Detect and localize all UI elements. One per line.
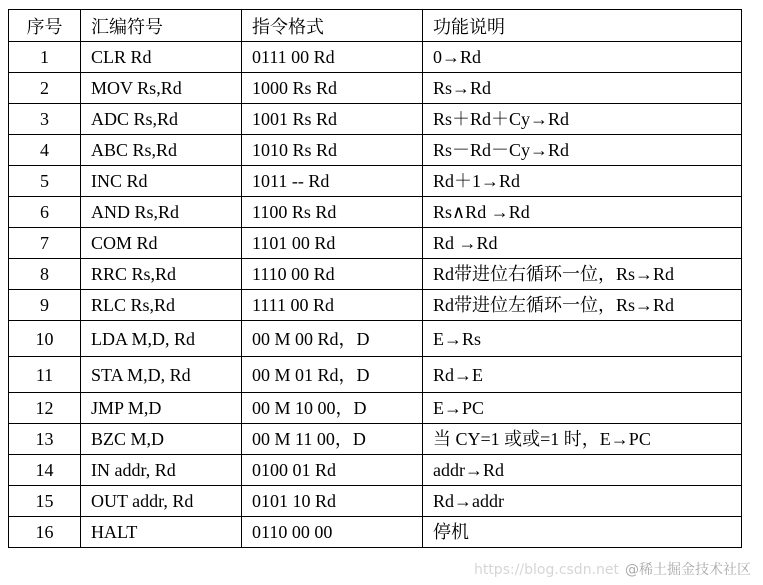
cell-function: Rs－Rd－Cy→Rd <box>423 135 742 166</box>
instruction-set-sheet <box>8 9 741 548</box>
header-function: 功能说明 <box>423 10 742 42</box>
cell-format: 1010 Rs Rd <box>242 135 423 166</box>
header-no: 序号 <box>9 10 81 42</box>
cell-function: Rd →Rd <box>423 228 742 259</box>
cell-function: 0→Rd <box>423 42 742 73</box>
cell-format: 00 M 01 Rd，D <box>242 357 423 393</box>
cell-function: Rs→Rd <box>423 73 742 104</box>
table-row <box>9 42 742 73</box>
cell-format: 1000 Rs Rd <box>242 73 423 104</box>
watermark <box>474 559 751 579</box>
cell-no: 10 <box>9 321 81 357</box>
cell-function: Rd带进位左循环一位，Rs→Rd <box>423 290 742 321</box>
cell-function: Rd→addr <box>423 486 742 517</box>
cell-asm: HALT <box>81 517 242 548</box>
cell-asm: JMP M,D <box>81 393 242 424</box>
table-row <box>9 424 742 455</box>
cell-function: Rs＋Rd＋Cy→Rd <box>423 104 742 135</box>
table-row <box>9 228 742 259</box>
cell-format: 0101 10 Rd <box>242 486 423 517</box>
cell-no: 5 <box>9 166 81 197</box>
cell-asm: IN addr, Rd <box>81 455 242 486</box>
cell-format: 00 M 11 00，D <box>242 424 423 455</box>
cell-format: 1001 Rs Rd <box>242 104 423 135</box>
cell-format: 1100 Rs Rd <box>242 197 423 228</box>
cell-format: 0100 01 Rd <box>242 455 423 486</box>
cell-format: 0110 00 00 <box>242 517 423 548</box>
cell-function: E→PC <box>423 393 742 424</box>
cell-function: Rd＋1→Rd <box>423 166 742 197</box>
table-row <box>9 73 742 104</box>
cell-function: Rs∧Rd →Rd <box>423 197 742 228</box>
table-row <box>9 135 742 166</box>
table-row <box>9 104 742 135</box>
instruction-table <box>8 9 742 548</box>
cell-asm: COM Rd <box>81 228 242 259</box>
cell-no: 9 <box>9 290 81 321</box>
cell-asm: INC Rd <box>81 166 242 197</box>
cell-format: 00 M 00 Rd，D <box>242 321 423 357</box>
cell-format: 0111 00 Rd <box>242 42 423 73</box>
cell-asm: STA M,D, Rd <box>81 357 242 393</box>
cell-format: 1110 00 Rd <box>242 259 423 290</box>
cell-format: 1111 00 Rd <box>242 290 423 321</box>
table-row <box>9 486 742 517</box>
watermark-faint-text: https://blog.csdn.net <box>473 562 619 578</box>
cell-asm: MOV Rs,Rd <box>81 73 242 104</box>
cell-function: 当 CY=1 或或=1 时，E→PC <box>423 424 742 455</box>
watermark-text: @稀土掘金技术社区 <box>625 562 751 578</box>
cell-no: 14 <box>9 455 81 486</box>
cell-asm: BZC M,D <box>81 424 242 455</box>
cell-format: 1101 00 Rd <box>242 228 423 259</box>
table-row <box>9 393 742 424</box>
header-asm: 汇编符号 <box>81 10 242 42</box>
cell-asm: RRC Rs,Rd <box>81 259 242 290</box>
cell-no: 11 <box>9 357 81 393</box>
cell-no: 12 <box>9 393 81 424</box>
cell-no: 8 <box>9 259 81 290</box>
cell-no: 2 <box>9 73 81 104</box>
instruction-rows <box>9 42 742 548</box>
table-row <box>9 166 742 197</box>
table-row <box>9 290 742 321</box>
cell-asm: OUT addr, Rd <box>81 486 242 517</box>
cell-asm: LDA M,D, Rd <box>81 321 242 357</box>
cell-function: Rd→E <box>423 357 742 393</box>
table-row <box>9 455 742 486</box>
table-row <box>9 259 742 290</box>
cell-function: 停机 <box>423 517 742 548</box>
cell-asm: CLR Rd <box>81 42 242 73</box>
cell-function: addr→Rd <box>423 455 742 486</box>
cell-no: 1 <box>9 42 81 73</box>
cell-format: 1011 -- Rd <box>242 166 423 197</box>
table-row <box>9 321 742 357</box>
cell-asm: ADC Rs,Rd <box>81 104 242 135</box>
cell-no: 4 <box>9 135 81 166</box>
cell-asm: ABC Rs,Rd <box>81 135 242 166</box>
table-row <box>9 517 742 548</box>
cell-no: 15 <box>9 486 81 517</box>
cell-asm: AND Rs,Rd <box>81 197 242 228</box>
cell-no: 3 <box>9 104 81 135</box>
header-format: 指令格式 <box>242 10 423 42</box>
cell-format: 00 M 10 00，D <box>242 393 423 424</box>
cell-no: 16 <box>9 517 81 548</box>
cell-no: 13 <box>9 424 81 455</box>
cell-no: 7 <box>9 228 81 259</box>
cell-no: 6 <box>9 197 81 228</box>
table-row <box>9 197 742 228</box>
cell-function: E→Rs <box>423 321 742 357</box>
table-row <box>9 357 742 393</box>
header-row <box>9 10 742 42</box>
cell-function: Rd带进位右循环一位，Rs→Rd <box>423 259 742 290</box>
cell-asm: RLC Rs,Rd <box>81 290 242 321</box>
